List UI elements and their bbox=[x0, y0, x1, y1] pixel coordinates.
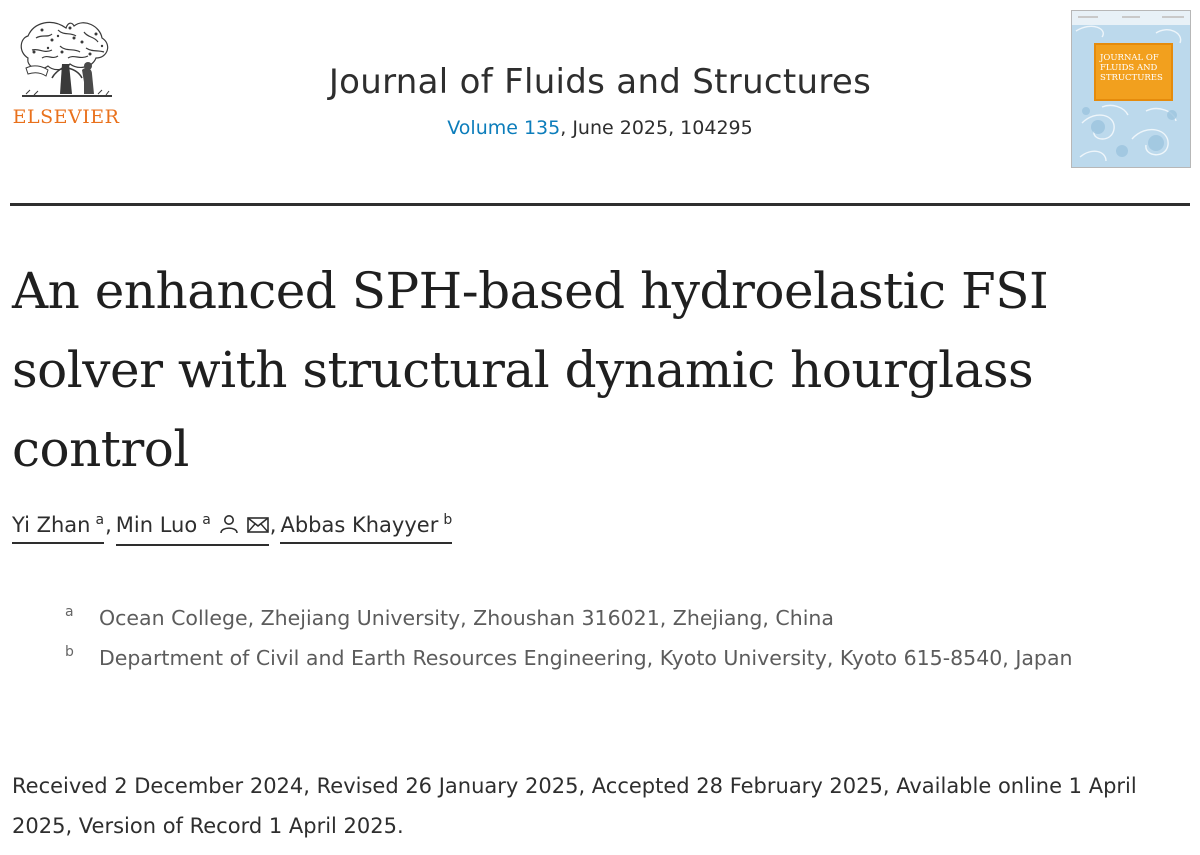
author-name: Yi Zhan bbox=[12, 513, 91, 537]
cover-title-line: STRUCTURES bbox=[1100, 73, 1163, 83]
affiliation-list bbox=[62, 598, 1182, 678]
author-link[interactable] bbox=[12, 512, 104, 544]
article-title bbox=[12, 252, 1182, 489]
cover-title-line: FLUIDS AND bbox=[1100, 63, 1158, 73]
article-title-line: An enhanced SPH-based hydroelastic FSI bbox=[12, 262, 1049, 320]
journal-header bbox=[170, 62, 1030, 139]
author-name: Abbas Khayyer bbox=[280, 513, 439, 537]
journal-issue-line bbox=[170, 117, 1030, 139]
author-affiliation-marker: a bbox=[202, 512, 211, 528]
issue-details: , June 2025, 104295 bbox=[560, 116, 753, 139]
author-separator: , bbox=[269, 513, 277, 537]
affiliation-label: a bbox=[65, 604, 74, 620]
affiliation-item bbox=[62, 598, 1182, 638]
journal-title[interactable]: Journal of Fluids and Structures bbox=[328, 62, 872, 102]
article-title-line: solver with structural dynamic hourglass bbox=[12, 341, 1034, 399]
article-history: Received 2 December 2024, Revised 26 January 2025, Accepted 28 February 2025, Available online 1 April 2025, Version of Record 1 April 2025. bbox=[12, 774, 1137, 838]
envelope-icon bbox=[247, 515, 269, 539]
author-list bbox=[12, 512, 452, 546]
affiliation-label: b bbox=[65, 644, 74, 660]
volume-link[interactable]: Volume 135 bbox=[447, 116, 561, 139]
author-link[interactable] bbox=[280, 512, 452, 544]
cover-title-line: JOURNAL OF bbox=[1100, 53, 1159, 63]
person-icon bbox=[219, 514, 239, 539]
author-name: Min Luo bbox=[115, 513, 198, 537]
author-link[interactable] bbox=[116, 512, 269, 546]
journal-cover-thumbnail[interactable] bbox=[1071, 10, 1191, 168]
article-title-line: control bbox=[12, 420, 189, 478]
affiliation-item bbox=[62, 638, 1182, 678]
publisher-logo[interactable] bbox=[8, 8, 124, 136]
author-separator: , bbox=[105, 513, 112, 537]
cover-title-box bbox=[1094, 43, 1173, 101]
affiliation-text: Department of Civil and Earth Resources Engineering, Kyoto University, Kyoto 615-8540, Japan bbox=[99, 646, 1073, 670]
publisher-name: ELSEVIER bbox=[12, 106, 120, 128]
author-affiliation-marker: b bbox=[443, 512, 453, 528]
author-affiliation-marker: a bbox=[95, 512, 105, 528]
header-divider bbox=[10, 203, 1190, 206]
elsevier-tree-icon bbox=[12, 8, 120, 104]
affiliation-text: Ocean College, Zhejiang University, Zhoushan 316021, Zhejiang, China bbox=[99, 606, 834, 630]
